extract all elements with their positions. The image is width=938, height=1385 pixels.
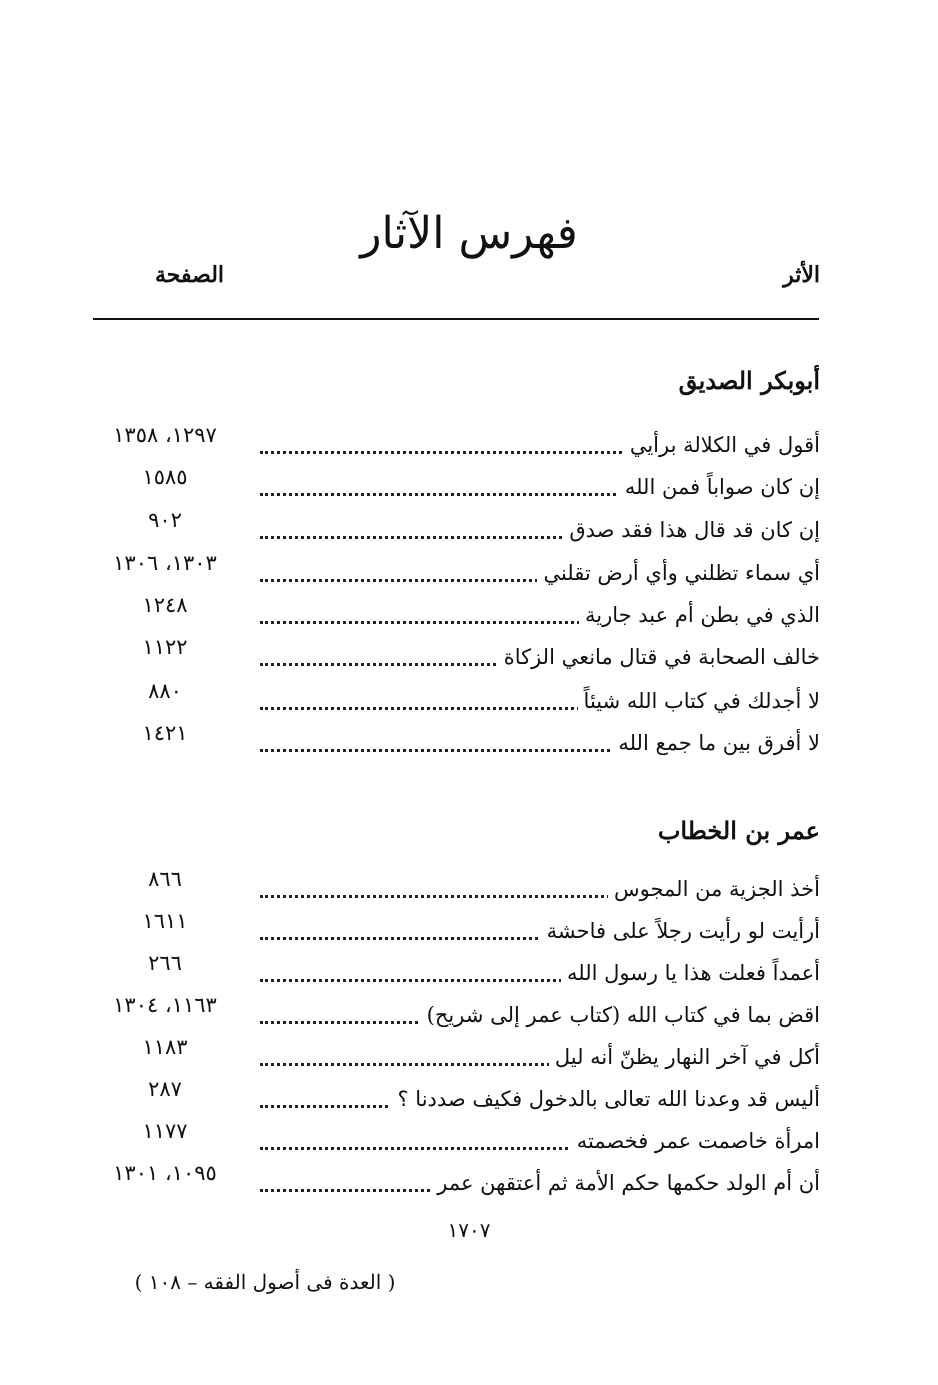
section-title: أبوبكر الصديق	[678, 366, 820, 395]
entry-text: إن كان صواباً فمن الله	[619, 475, 820, 499]
list-item	[0, 948, 938, 990]
entry-text: أقول في الكلالة برأيي	[624, 433, 820, 457]
list-item	[0, 632, 938, 674]
entry-pages: ١١٨٣	[142, 1035, 188, 1059]
entry-pages: ٩٠٢	[148, 508, 182, 532]
entry-pages: ٢٦٦	[148, 951, 182, 975]
page-number: ١٧٠٧	[447, 1218, 491, 1242]
entry-pages: ٢٨٧	[148, 1077, 182, 1101]
entry-text: أليس قد وعدنا الله تعالى بالدخول فكيف صددنا ؟	[391, 1087, 820, 1111]
footer-signature: ( العدة فى أصول الفقه – ١٠٨ )	[134, 1270, 396, 1294]
list-item	[0, 676, 938, 718]
entry-pages: ١٢٩٧، ١٣٥٨	[113, 423, 217, 447]
list-item	[0, 590, 938, 632]
header-divider	[93, 318, 819, 320]
list-item	[0, 1158, 938, 1200]
column-header-page: الصفحة	[155, 262, 225, 288]
entry-text: لا أجدلك في كتاب الله شيئاً	[578, 689, 820, 713]
entry-pages: ١١٢٢	[142, 635, 188, 659]
entry-pages: ١١٦٣، ١٣٠٤	[113, 993, 217, 1017]
entry-text: خالف الصحابة في قتال مانعي الزكاة	[498, 645, 820, 669]
page-title: فهرس الآثار	[360, 208, 578, 259]
entry-pages: ١٥٨٥	[142, 465, 188, 489]
entry-pages: ١٤٢١	[142, 721, 188, 745]
entry-pages: ٨٦٦	[148, 867, 182, 891]
entry-pages: ١٠٩٥، ١٣٠١	[113, 1161, 217, 1185]
entry-text: امرأة خاصمت عمر فخصمته	[571, 1129, 820, 1153]
entry-text: أخذ الجزية من المجوس	[608, 877, 820, 901]
entry-text: اقض بما في كتاب الله (كتاب عمر إلى شريح)	[421, 1003, 820, 1027]
list-item	[0, 990, 938, 1032]
entry-pages: ٨٨٠	[148, 679, 182, 703]
entry-pages: ١١٧٧	[142, 1119, 188, 1143]
entry-text: أرأيت لو رأيت رجلاً على فاحشة	[541, 919, 820, 943]
entry-pages: ١٦١١	[142, 909, 188, 933]
entry-text: أي سماء تظلني وأي أرض تقلني	[537, 561, 820, 585]
list-item	[0, 1116, 938, 1158]
list-item	[0, 420, 938, 462]
entry-text: أن أم الولد حكمها حكم الأمة ثم أعتقهن عمر	[431, 1171, 820, 1195]
entry-text: أكل في آخر النهار يظنّ أنه ليل	[549, 1045, 820, 1069]
entry-text: لا أفرق بين ما جمع الله	[612, 731, 820, 755]
column-header-athar: الأثر	[783, 262, 820, 288]
entry-text: إن كان قد قال هذا فقد صدق	[563, 518, 820, 542]
entry-text: الذي في بطن أم عبد جارية	[579, 603, 820, 627]
entry-pages: ١٣٠٣، ١٣٠٦	[113, 551, 217, 575]
list-item	[0, 864, 938, 906]
list-item	[0, 1074, 938, 1116]
list-item	[0, 906, 938, 948]
entry-pages: ١٢٤٨	[142, 593, 188, 617]
list-item	[0, 1032, 938, 1074]
list-item	[0, 718, 938, 760]
section-title: عمر بن الخطاب	[657, 816, 820, 845]
list-item	[0, 462, 938, 504]
list-item	[0, 548, 938, 590]
list-item	[0, 505, 938, 547]
entry-text: أعمداً فعلت هذا يا رسول الله	[561, 961, 820, 985]
